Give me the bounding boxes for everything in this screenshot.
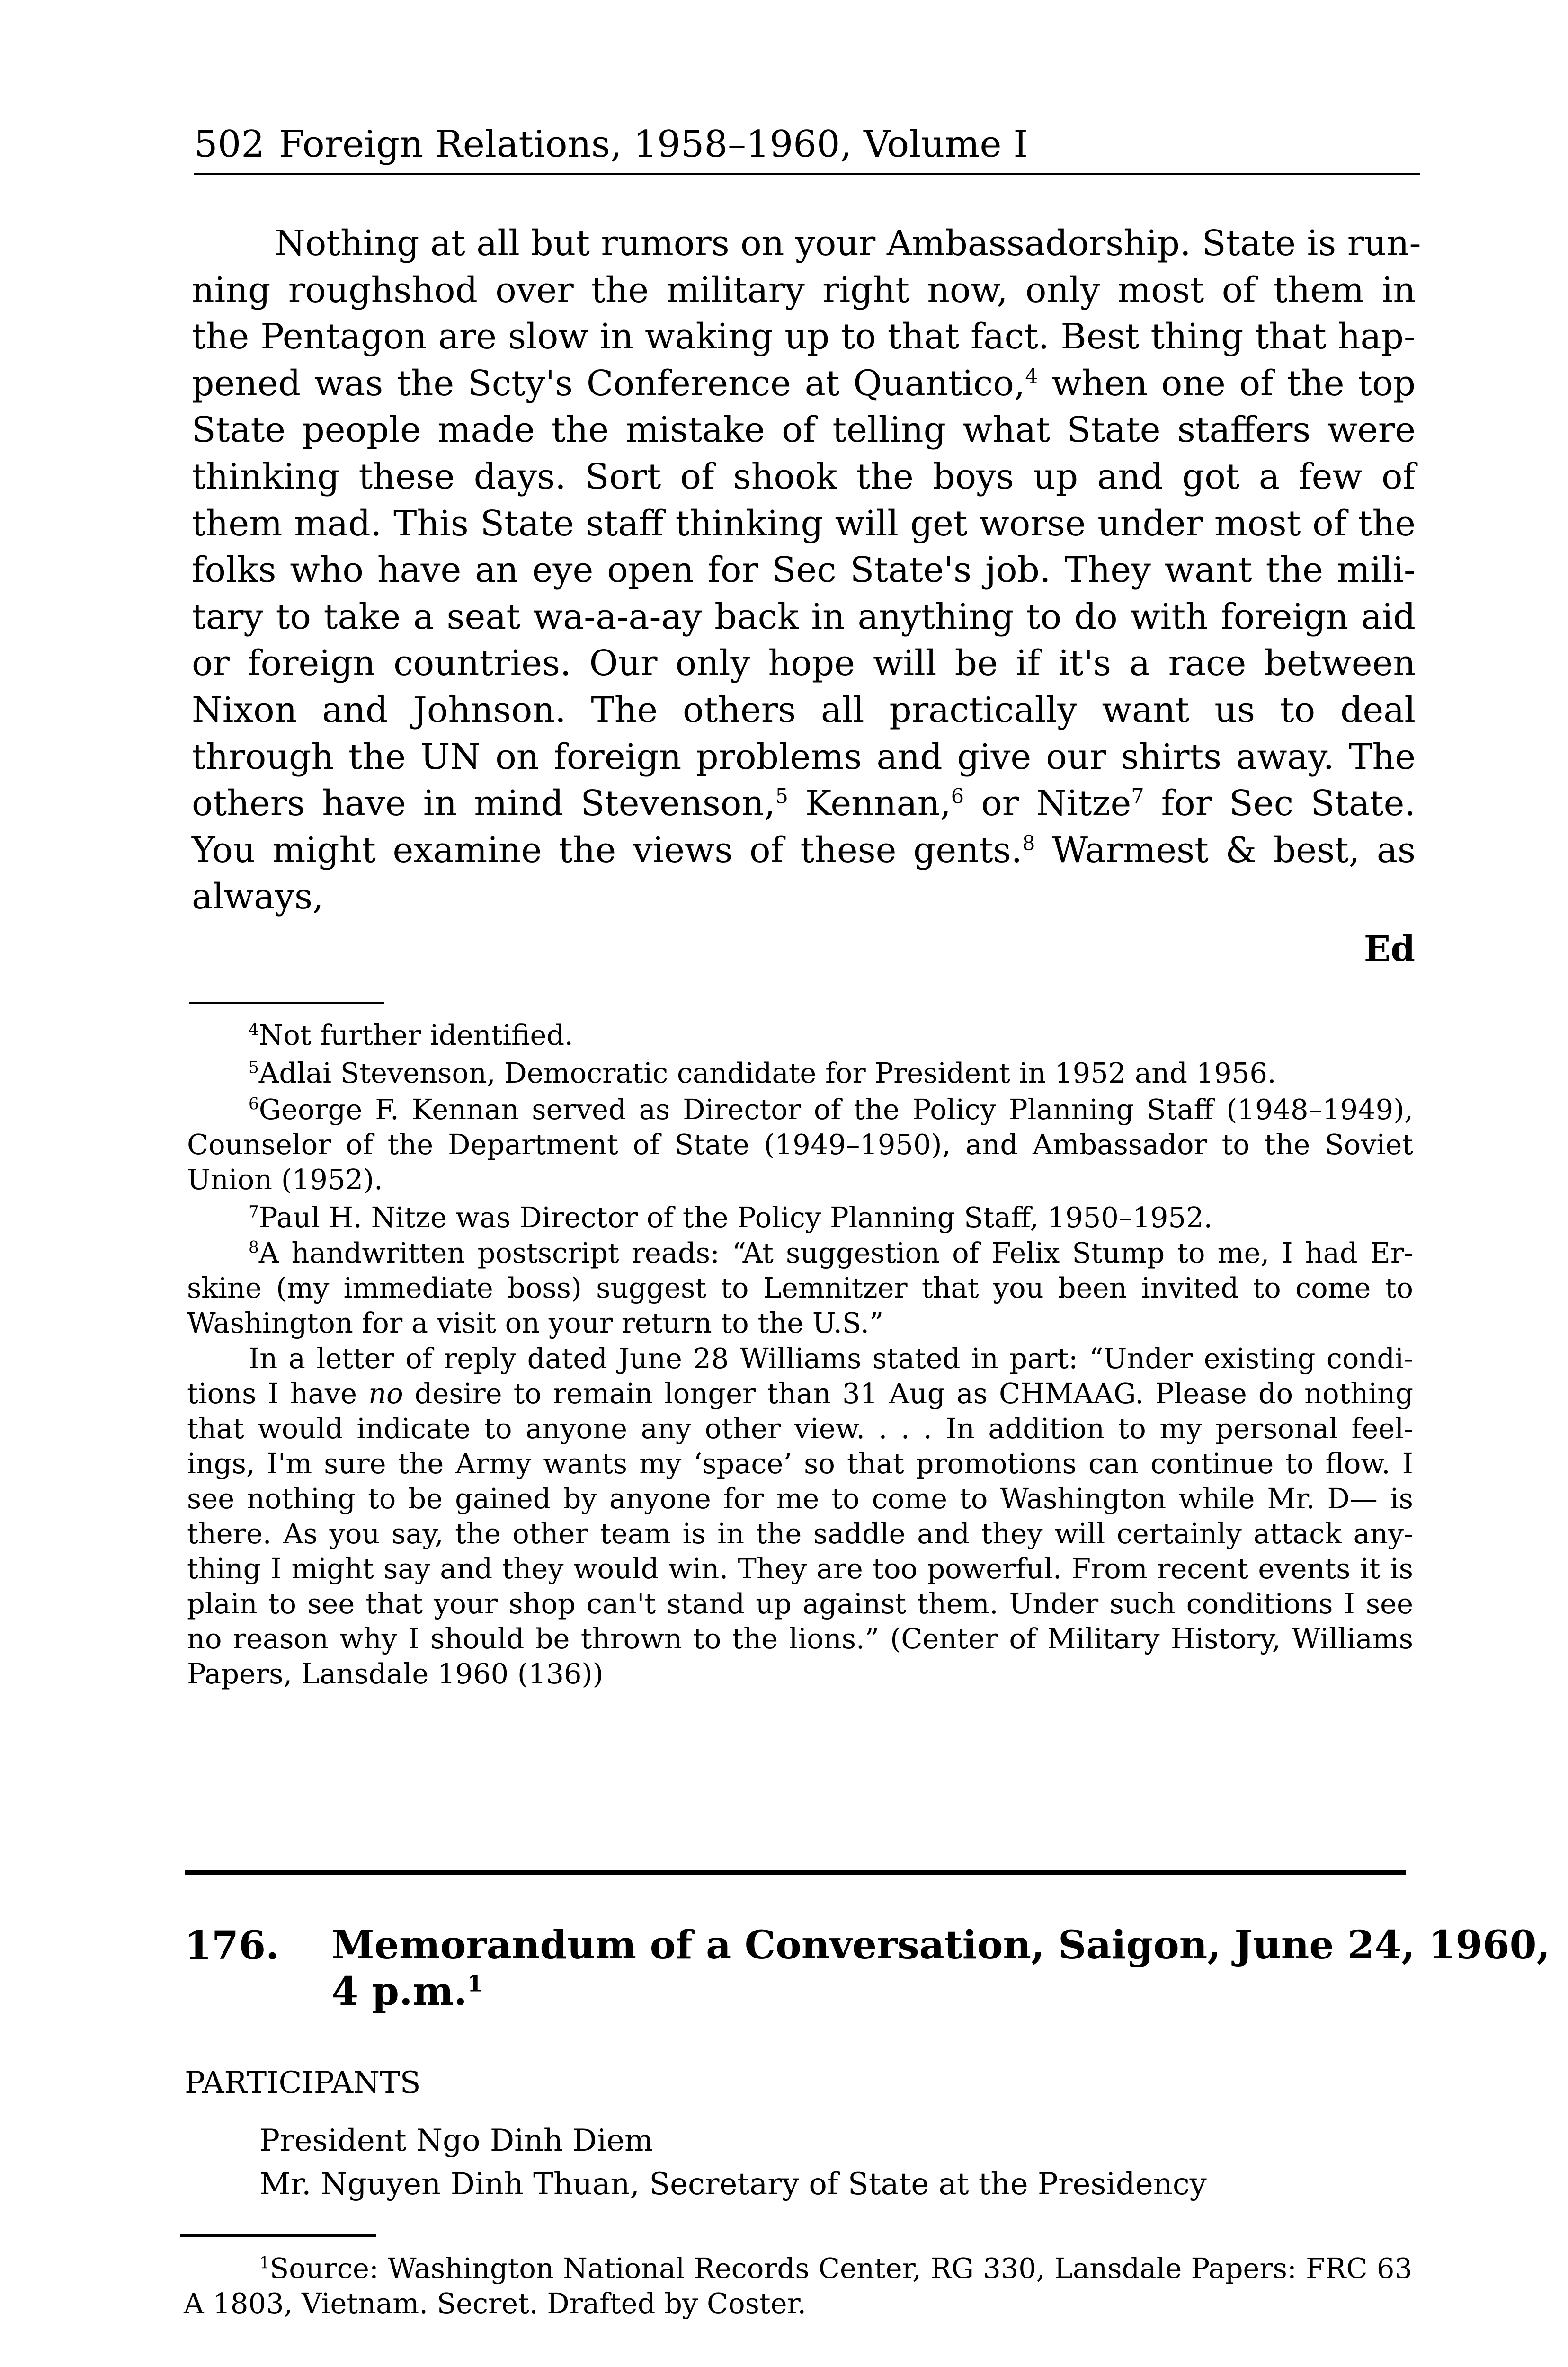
footnote-6: $^6$George F. Kennan served as Director of the Policy Planning Staff (1948–1949), Counselor of the Department of State (1949–1950), and Ambassador to the Soviet Union (1952). — [187, 1093, 1413, 1196]
footnote-mark: 5 — [249, 1058, 259, 1077]
participant: Mr. Nguyen Dinh Thuan, Secretary of State at the Presidency — [259, 2167, 1207, 2202]
letter-line: pened was the Scty's Conference at Quantico,$^4$ when one of the top — [192, 363, 1416, 404]
letter-line: them mad. This State staff thinking will get worse under most of the — [192, 503, 1416, 544]
running-title: Foreign Relations, 1958–1960, Volume I — [278, 123, 1028, 166]
letter-line: always, — [192, 876, 324, 917]
footnote-mark: 8 — [249, 1238, 259, 1257]
letter-line: You might examine the views of these gents.$^8$ Warmest & best, as — [192, 829, 1416, 871]
letter-body — [192, 220, 1421, 920]
participants-label: PARTICIPANTS — [185, 2065, 421, 2100]
footnote-mark: 6 — [249, 1095, 259, 1114]
page-number: 502 — [194, 123, 265, 166]
letter-line: Nothing at all but rumors on your Ambassadorship. State is run- — [275, 223, 1421, 264]
letter-line: thinking these days. Sort of shook the boys up and got a few of — [192, 456, 1416, 497]
participant: President Ngo Dinh Diem — [259, 2123, 653, 2158]
footnote-rule — [180, 2234, 376, 2237]
footnote-ref: 7 — [1131, 784, 1144, 809]
footnote-4: $^4$Not further identified. — [249, 1019, 573, 1051]
letter-line: ning roughshod over the military right now, only most of them in — [192, 269, 1416, 311]
document-number: 176. — [185, 1923, 279, 1968]
letter-line: Nixon and Johnson. The others all practically want us to deal — [192, 689, 1416, 730]
letter-line: others have in mind Stevenson,$^5$ Kennan,$^6$ or Nitze$^7$ for Sec State. — [192, 783, 1416, 824]
footnote-ref: 6 — [951, 784, 964, 809]
footnote-ref: 8 — [1022, 831, 1035, 855]
letter-line: or foreign countries. Our only hope will be if it's a race between — [192, 643, 1416, 684]
footnote-mark: 7 — [249, 1202, 259, 1222]
document-title: Memorandum of a Conversation, Saigon, June 24, 1960, 4 p.m.$^1$ — [331, 1922, 1550, 2014]
footnote-ref: 5 — [775, 784, 788, 809]
footnote-mark: 1 — [259, 2253, 270, 2273]
footnote-8-reply: In a letter of reply dated June 28 Williams stated in part: “Under existing condi- tions I have no desire to remain longer than 31 Aug as CHMAAG. Please do nothing that would indicate to anyone any other view. . . . In addition to my personal feel- ings, I'm sure the Army wants my ‘space’ so that promotions can continue to flow. I see nothing to be gained by anyone for me to come to Washington while Mr. D— is there. As you say, the other team is in the saddle and they will certainly attack any- thing I might say and they would win. They are too powerful. From recent events it is plain to see that your shop can't stand up against them. Under such conditions I see no reason why I should be thrown to the lions.” (Center of Military History, Williams Papers, Lansdale 1960 (136)) — [187, 1342, 1413, 1690]
footnote-5: $^5$Adlai Stevenson, Democratic candidate for President in 1952 and 1956. — [249, 1057, 1276, 1089]
footnote-ref: 1 — [467, 1970, 483, 1997]
footnote-rule — [189, 1002, 384, 1004]
letter-line: folks who have an eye open for Sec State's job. They want the mili- — [192, 550, 1416, 591]
running-header — [194, 121, 1420, 175]
footnote-7: $^7$Paul H. Nitze was Director of the Policy Planning Staff, 1950–1952. — [249, 1201, 1213, 1234]
footnote-ref: 4 — [1025, 365, 1038, 389]
signature: Ed — [1363, 929, 1415, 970]
footnote-mark: 4 — [249, 1020, 259, 1040]
letter-line: tary to take a seat wa-a-a-ay back in anything to do with foreign aid — [192, 596, 1416, 637]
document-divider — [185, 1870, 1406, 1875]
letter-line: the Pentagon are slow in waking up to that fact. Best thing that hap- — [192, 316, 1416, 357]
letter-line: State people made the mistake of telling what State staffers were — [192, 409, 1416, 451]
footnote-8: $^8$A handwritten postscript reads: “At suggestion of Felix Stump to me, I had Er- skine (my immediate boss) suggest to Lemnitzer that you been invited to come to Washington for a visit on your return to the U.S.” — [187, 1237, 1413, 1339]
source-footnote: $^1$Source: Washington National Records Center, RG 330, Lansdale Papers: FRC 63 A 1803, Vietnam. Secret. Drafted by Coster. — [184, 2252, 1412, 2320]
letter-line: through the UN on foreign problems and give our shirts away. The — [192, 736, 1416, 777]
